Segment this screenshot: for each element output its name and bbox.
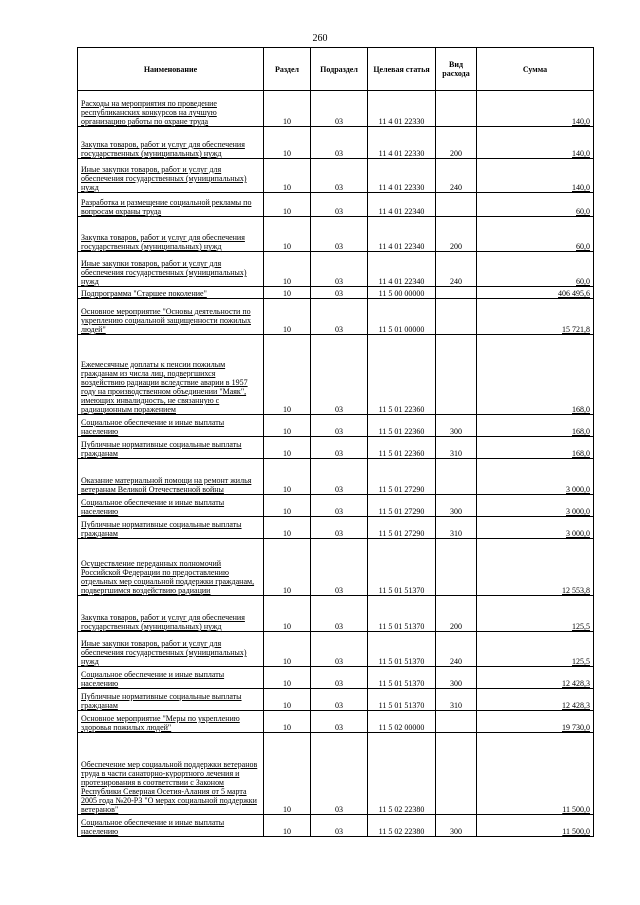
row-target: 11 5 01 22360 <box>378 449 425 458</box>
table-row <box>78 159 594 193</box>
row-subsection-cell <box>311 287 368 299</box>
row-expense-type-cell <box>436 495 477 517</box>
row-section-cell <box>264 127 311 159</box>
row-subsection-cell <box>311 127 368 159</box>
row-name: Закупка товаров, работ и услуг для обеспечения государственных (муниципальных) нужд <box>81 233 245 251</box>
row-subsection-cell <box>311 217 368 252</box>
row-sum-cell <box>477 667 594 689</box>
row-subsection: 03 <box>335 449 343 458</box>
row-sum-cell <box>477 815 594 837</box>
row-target-cell <box>368 711 436 733</box>
row-sum: 168,0 <box>572 427 590 436</box>
row-target-cell <box>368 459 436 495</box>
row-target: 11 5 01 22360 <box>378 427 425 436</box>
row-expense-type: 240 <box>450 183 462 192</box>
row-subsection: 03 <box>335 405 343 414</box>
row-target: 11 4 01 22330 <box>378 149 425 158</box>
row-target-cell <box>368 596 436 632</box>
row-expense-type-cell <box>436 252 477 287</box>
row-target: 11 4 01 22330 <box>378 117 425 126</box>
row-section-cell <box>264 596 311 632</box>
row-expense-type: 300 <box>450 827 462 836</box>
table-row <box>78 632 594 667</box>
row-sum-cell <box>477 287 594 299</box>
row-expense-type-cell <box>436 159 477 193</box>
row-target: 11 5 01 27290 <box>378 507 425 516</box>
row-section: 10 <box>283 586 291 595</box>
row-sum-cell <box>477 127 594 159</box>
row-subsection-cell <box>311 415 368 437</box>
row-expense-type: 310 <box>450 449 462 458</box>
row-subsection-cell <box>311 91 368 127</box>
row-name: Иные закупки товаров, работ и услуг для обеспечения государственных (муниципальных) нужд <box>81 259 247 286</box>
row-expense-type-cell <box>436 517 477 539</box>
row-subsection-cell <box>311 596 368 632</box>
row-target-cell <box>368 733 436 815</box>
row-section: 10 <box>283 149 291 158</box>
row-subsection-cell <box>311 299 368 335</box>
row-expense-type-cell <box>436 335 477 415</box>
row-expense-type-cell <box>436 91 477 127</box>
row-expense-type-cell <box>436 815 477 837</box>
row-name: Иные закупки товаров, работ и услуг для обеспечения государственных (муниципальных) нужд <box>81 639 247 666</box>
row-subsection-cell <box>311 539 368 596</box>
row-sum: 168,0 <box>572 449 590 458</box>
row-name-cell <box>78 517 264 539</box>
row-target-cell <box>368 91 436 127</box>
row-sum-cell <box>477 596 594 632</box>
row-name: Ежемесячные доплаты к пенсии пожилым гражданам из числа лиц, подвергшихся воздействию радиации вследствие аварии в 1957 году на производственном объединении "Маяк", имеющих инвалидность, не связанную с радиационным поражением <box>81 360 248 414</box>
row-section: 10 <box>283 827 291 836</box>
row-section-cell <box>264 437 311 459</box>
row-target-cell <box>368 415 436 437</box>
row-name: Осуществление переданных полномочий Российской Федерации по предоставлению отдельных мер социальной поддержки гражданам, подвергшимся воздействию радиации <box>81 559 255 595</box>
row-subsection: 03 <box>335 622 343 631</box>
row-section: 10 <box>283 277 291 286</box>
row-expense-type-cell <box>436 193 477 217</box>
row-name-cell <box>78 539 264 596</box>
header-expense-type: Вид расхода <box>436 48 477 91</box>
row-subsection: 03 <box>335 117 343 126</box>
row-target-cell <box>368 127 436 159</box>
row-expense-type: 200 <box>450 149 462 158</box>
row-section-cell <box>264 217 311 252</box>
row-expense-type-cell <box>436 127 477 159</box>
row-target: 11 5 01 27290 <box>378 529 425 538</box>
row-subsection-cell <box>311 733 368 815</box>
row-section: 10 <box>283 507 291 516</box>
row-sum: 12 553,8 <box>562 586 590 595</box>
row-subsection-cell <box>311 335 368 415</box>
row-expense-type-cell <box>436 667 477 689</box>
row-name: Публичные нормативные социальные выплаты гражданам <box>81 440 242 458</box>
row-sum: 11 500,0 <box>562 827 590 836</box>
row-target: 11 5 02 22380 <box>378 805 425 814</box>
table-row <box>78 287 594 299</box>
budget-table <box>77 47 594 837</box>
row-section: 10 <box>283 805 291 814</box>
row-target: 11 5 02 22380 <box>378 827 425 836</box>
row-target-cell <box>368 667 436 689</box>
row-sum: 125,5 <box>572 657 590 666</box>
row-sum-cell <box>477 335 594 415</box>
row-section: 10 <box>283 529 291 538</box>
row-section-cell <box>264 517 311 539</box>
row-subsection-cell <box>311 632 368 667</box>
row-name: Подпрограмма "Старшее поколение" <box>81 289 207 298</box>
row-expense-type-cell <box>436 299 477 335</box>
row-target-cell <box>368 252 436 287</box>
row-name-cell <box>78 596 264 632</box>
row-subsection: 03 <box>335 805 343 814</box>
row-name-cell <box>78 711 264 733</box>
row-sum-cell <box>477 689 594 711</box>
row-target-cell <box>368 159 436 193</box>
row-section: 10 <box>283 117 291 126</box>
row-name: Иные закупки товаров, работ и услуг для обеспечения государственных (муниципальных) нужд <box>81 165 247 192</box>
row-expense-type-cell <box>436 459 477 495</box>
row-target: 11 5 01 22360 <box>378 405 425 414</box>
table-row <box>78 91 594 127</box>
row-section-cell <box>264 459 311 495</box>
row-sum: 60,0 <box>576 277 590 286</box>
row-target: 11 4 01 22330 <box>378 183 425 192</box>
row-section-cell <box>264 733 311 815</box>
row-subsection: 03 <box>335 485 343 494</box>
row-expense-type-cell <box>436 689 477 711</box>
row-sum-cell <box>477 539 594 596</box>
row-sum-cell <box>477 252 594 287</box>
row-target-cell <box>368 287 436 299</box>
row-name: Социальное обеспечение и иные выплаты населению <box>81 670 225 688</box>
row-target: 11 4 01 22340 <box>378 277 425 286</box>
row-subsection: 03 <box>335 529 343 538</box>
row-target: 11 5 01 27290 <box>378 485 425 494</box>
row-subsection-cell <box>311 517 368 539</box>
row-name-cell <box>78 632 264 667</box>
row-section-cell <box>264 159 311 193</box>
row-subsection: 03 <box>335 183 343 192</box>
row-section-cell <box>264 689 311 711</box>
row-subsection: 03 <box>335 679 343 688</box>
row-target: 11 5 01 51370 <box>378 679 425 688</box>
row-sum: 60,0 <box>576 207 590 216</box>
table-row <box>78 495 594 517</box>
row-subsection: 03 <box>335 149 343 158</box>
row-sum-cell <box>477 733 594 815</box>
table-row <box>78 335 594 415</box>
row-sum: 168,0 <box>572 405 590 414</box>
table-row <box>78 815 594 837</box>
row-target: 11 4 01 22340 <box>378 207 425 216</box>
row-subsection-cell <box>311 193 368 217</box>
row-expense-type-cell <box>436 287 477 299</box>
table-row <box>78 217 594 252</box>
row-section-cell <box>264 335 311 415</box>
row-target-cell <box>368 517 436 539</box>
table-row <box>78 667 594 689</box>
row-expense-type-cell <box>436 437 477 459</box>
header-subsection: Подраздел <box>311 48 368 91</box>
row-sum: 140,0 <box>572 183 590 192</box>
row-expense-type-cell <box>436 415 477 437</box>
row-expense-type-cell <box>436 632 477 667</box>
row-name: Социальное обеспечение и иные выплаты населению <box>81 498 225 516</box>
row-name: Обеспечение мер социальной поддержки ветеранов труда в части санаторно-курортного лечения и протезирования в соответствии с Законом Республики Северная Осетия-Алания от 5 марта 2005 года №20-РЗ "О мерах социальной поддержки ветеранов" <box>81 760 258 814</box>
row-sum: 406 495,6 <box>558 289 590 298</box>
table-row <box>78 733 594 815</box>
row-subsection: 03 <box>335 586 343 595</box>
row-name-cell <box>78 815 264 837</box>
row-expense-type: 310 <box>450 529 462 538</box>
row-expense-type: 310 <box>450 701 462 710</box>
row-expense-type-cell <box>436 539 477 596</box>
row-section-cell <box>264 415 311 437</box>
row-target-cell <box>368 299 436 335</box>
row-name-cell <box>78 689 264 711</box>
table-row <box>78 539 594 596</box>
header-target: Целевая статья <box>368 48 436 91</box>
row-sum-cell <box>477 299 594 335</box>
row-subsection: 03 <box>335 427 343 436</box>
row-subsection: 03 <box>335 325 343 334</box>
row-name: Публичные нормативные социальные выплаты гражданам <box>81 692 242 710</box>
row-sum-cell <box>477 415 594 437</box>
row-name-cell <box>78 495 264 517</box>
row-sum-cell <box>477 159 594 193</box>
row-section-cell <box>264 193 311 217</box>
header-section: Раздел <box>264 48 311 91</box>
row-name-cell <box>78 299 264 335</box>
row-section: 10 <box>283 289 291 298</box>
table-row <box>78 517 594 539</box>
row-target-cell <box>368 815 436 837</box>
row-sum-cell <box>477 711 594 733</box>
row-sum-cell <box>477 632 594 667</box>
row-subsection-cell <box>311 689 368 711</box>
row-name-cell <box>78 459 264 495</box>
row-name-cell <box>78 335 264 415</box>
table-row <box>78 689 594 711</box>
row-name-cell <box>78 217 264 252</box>
row-expense-type: 300 <box>450 507 462 516</box>
row-subsection: 03 <box>335 242 343 251</box>
row-expense-type-cell <box>436 733 477 815</box>
row-sum: 11 500,0 <box>562 805 590 814</box>
row-target-cell <box>368 335 436 415</box>
row-target: 11 5 01 51370 <box>378 657 425 666</box>
row-section-cell <box>264 815 311 837</box>
table-row <box>78 437 594 459</box>
row-sum: 125,5 <box>572 622 590 631</box>
row-name-cell <box>78 193 264 217</box>
row-name: Публичные нормативные социальные выплаты гражданам <box>81 520 242 538</box>
row-subsection: 03 <box>335 277 343 286</box>
row-name: Расходы на мероприятия по проведение республиканских конкурсов на лучшую организацию работы по охране труда <box>81 99 217 126</box>
row-target-cell <box>368 689 436 711</box>
row-target: 11 5 01 51370 <box>378 701 425 710</box>
row-section: 10 <box>283 427 291 436</box>
row-name-cell <box>78 437 264 459</box>
row-expense-type-cell <box>436 596 477 632</box>
row-section: 10 <box>283 449 291 458</box>
row-sum-cell <box>477 437 594 459</box>
row-subsection: 03 <box>335 289 343 298</box>
row-subsection-cell <box>311 252 368 287</box>
row-expense-type-cell <box>436 217 477 252</box>
row-target: 11 5 00 00000 <box>378 289 425 298</box>
row-name-cell <box>78 415 264 437</box>
row-sum: 12 428,3 <box>562 679 590 688</box>
row-subsection: 03 <box>335 207 343 216</box>
row-sum: 3 000,0 <box>566 529 590 538</box>
row-sum: 140,0 <box>572 117 590 126</box>
row-subsection: 03 <box>335 701 343 710</box>
row-subsection-cell <box>311 711 368 733</box>
row-sum: 3 000,0 <box>566 507 590 516</box>
row-subsection-cell <box>311 459 368 495</box>
row-name: Закупка товаров, работ и услуг для обеспечения государственных (муниципальных) нужд <box>81 613 245 631</box>
row-sum-cell <box>477 91 594 127</box>
row-expense-type-cell <box>436 711 477 733</box>
row-subsection-cell <box>311 815 368 837</box>
row-section: 10 <box>283 183 291 192</box>
row-target: 11 5 01 51370 <box>378 586 425 595</box>
table-row <box>78 127 594 159</box>
row-section-cell <box>264 252 311 287</box>
row-expense-type: 200 <box>450 622 462 631</box>
row-name: Разработка и размещение социальной рекламы по вопросам охраны труда <box>81 198 252 216</box>
row-name: Оказание материальной помощи на ремонт жилья ветеранам Великой Отечественной войны <box>81 476 252 494</box>
row-target-cell <box>368 495 436 517</box>
row-subsection-cell <box>311 667 368 689</box>
row-section-cell <box>264 711 311 733</box>
row-target-cell <box>368 437 436 459</box>
header-sum: Сумма <box>477 48 594 91</box>
row-section-cell <box>264 632 311 667</box>
table-row <box>78 299 594 335</box>
row-name: Основное мероприятие "Меры по укреплению здоровья пожилых людей" <box>81 714 240 732</box>
row-subsection: 03 <box>335 507 343 516</box>
row-section: 10 <box>283 679 291 688</box>
row-target-cell <box>368 193 436 217</box>
table-row <box>78 459 594 495</box>
row-subsection: 03 <box>335 827 343 836</box>
row-sum-cell <box>477 193 594 217</box>
table-row <box>78 596 594 632</box>
table-row <box>78 193 594 217</box>
row-subsection: 03 <box>335 657 343 666</box>
row-name-cell <box>78 127 264 159</box>
row-sum: 19 730,0 <box>562 723 590 732</box>
row-subsection: 03 <box>335 723 343 732</box>
row-name: Социальное обеспечение и иные выплаты населению <box>81 418 225 436</box>
table-row <box>78 415 594 437</box>
row-section-cell <box>264 495 311 517</box>
row-name-cell <box>78 287 264 299</box>
row-expense-type: 240 <box>450 657 462 666</box>
table-row <box>78 252 594 287</box>
row-section: 10 <box>283 701 291 710</box>
row-section: 10 <box>283 723 291 732</box>
row-name-cell <box>78 667 264 689</box>
row-name-cell <box>78 91 264 127</box>
row-section-cell <box>264 667 311 689</box>
row-target: 11 4 01 22340 <box>378 242 425 251</box>
page-number: 260 <box>312 33 328 44</box>
row-sum-cell <box>477 517 594 539</box>
row-name-cell <box>78 252 264 287</box>
row-name: Социальное обеспечение и иные выплаты населению <box>81 818 225 836</box>
row-section: 10 <box>283 405 291 414</box>
table-row <box>78 711 594 733</box>
row-target: 11 5 01 51370 <box>378 622 425 631</box>
row-sum-cell <box>477 459 594 495</box>
row-subsection-cell <box>311 159 368 193</box>
row-section: 10 <box>283 485 291 494</box>
row-expense-type: 300 <box>450 679 462 688</box>
row-sum-cell <box>477 495 594 517</box>
row-section: 10 <box>283 657 291 666</box>
row-expense-type: 200 <box>450 242 462 251</box>
row-target: 11 5 01 00000 <box>378 325 425 334</box>
row-target-cell <box>368 217 436 252</box>
row-target-cell <box>368 632 436 667</box>
row-expense-type: 300 <box>450 427 462 436</box>
row-target: 11 5 02 00000 <box>378 723 425 732</box>
row-target-cell <box>368 539 436 596</box>
row-name: Основное мероприятие "Основы деятельности по укреплению социальной защищенности пожилых людей" <box>81 307 251 334</box>
row-section-cell <box>264 299 311 335</box>
row-section: 10 <box>283 622 291 631</box>
row-sum: 60,0 <box>576 242 590 251</box>
row-section: 10 <box>283 325 291 334</box>
row-name: Закупка товаров, работ и услуг для обеспечения государственных (муниципальных) нужд <box>81 140 245 158</box>
row-section: 10 <box>283 242 291 251</box>
row-sum: 3 000,0 <box>566 485 590 494</box>
row-name-cell <box>78 159 264 193</box>
row-subsection-cell <box>311 437 368 459</box>
row-sum: 140,0 <box>572 149 590 158</box>
row-section-cell <box>264 91 311 127</box>
row-expense-type: 240 <box>450 277 462 286</box>
table-header-row <box>78 48 594 91</box>
row-sum: 12 428,3 <box>562 701 590 710</box>
row-subsection-cell <box>311 495 368 517</box>
row-section-cell <box>264 287 311 299</box>
row-sum-cell <box>477 217 594 252</box>
row-section-cell <box>264 539 311 596</box>
row-name-cell <box>78 733 264 815</box>
header-name: Наименование <box>78 48 264 91</box>
row-sum: 15 721,8 <box>562 325 590 334</box>
row-section: 10 <box>283 207 291 216</box>
